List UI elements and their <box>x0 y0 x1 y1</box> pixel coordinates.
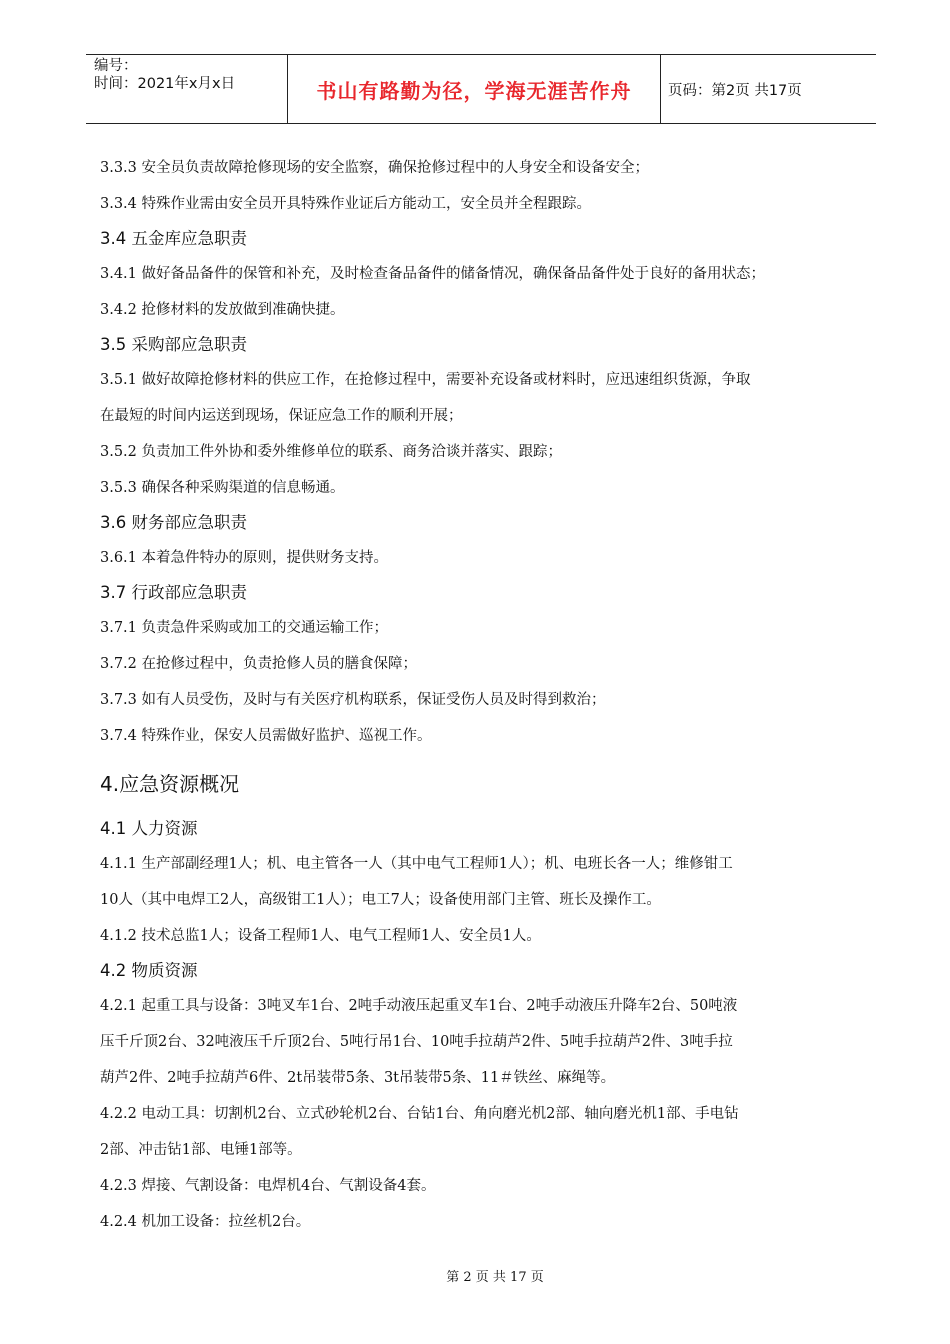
document-body <box>100 150 870 1240</box>
paragraph: 4.1.1 生产部副经理1人；机、电主管各一人（其中电气工程师1人）；机、电班长各一人；维修钳工 <box>100 856 733 872</box>
subsection-heading: 3.7 行政部应急职责 <box>100 583 247 602</box>
header-meta <box>94 57 235 93</box>
paragraph: 2部、冲击钻1部、电锤1部等。 <box>100 1142 302 1158</box>
subsection-heading: 3.6 财务部应急职责 <box>100 513 247 532</box>
paragraph: 在最短的时间内运送到现场，保证应急工作的顺利开展； <box>100 408 463 424</box>
subsection-heading: 4.2 物质资源 <box>100 961 198 980</box>
header-divider <box>660 55 661 123</box>
paragraph: 葫芦2件、2吨手拉葫芦6件、2t吊装带5条、3t吊装带5条、11＃铁丝、麻绳等。 <box>100 1070 616 1086</box>
paragraph: 4.1.2 技术总监1人；设备工程师1人、电气工程师1人、安全员1人。 <box>100 928 541 944</box>
paragraph: 4.2.3 焊接、气割设备：电焊机4台、气割设备4套。 <box>100 1178 436 1194</box>
time-label: 时间：2021年x月x日 <box>94 76 236 92</box>
section-heading: 4.应急资源概况 <box>100 772 240 796</box>
subsection-heading: 4.1 人力资源 <box>100 819 198 838</box>
paragraph: 3.6.1 本着急件特办的原则，提供财务支持。 <box>100 550 389 566</box>
paragraph: 3.5.1 做好故障抢修材料的供应工作，在抢修过程中，需要补充设备或材料时，应迅速组织货源，争取 <box>100 372 751 388</box>
paragraph: 3.7.3 如有人员受伤，及时与有关医疗机构联系，保证受伤人员及时得到救治； <box>100 692 606 708</box>
paragraph: 4.2.4 机加工设备：拉丝机2台。 <box>100 1214 311 1230</box>
paragraph: 3.7.4 特殊作业，保安人员需做好监护、巡视工作。 <box>100 728 432 744</box>
paragraph: 压千斤顶2台、32吨液压千斤顶2台、5吨行吊1台、10吨手拉葫芦2件、5吨手拉葫芦2件、3吨手拉 <box>100 1034 733 1050</box>
paragraph: 3.5.2 负责加工件外协和委外维修单位的联系、商务洽谈并落实、跟踪； <box>100 444 563 460</box>
subsection-heading: 3.4 五金库应急职责 <box>100 229 247 248</box>
paragraph: 3.3.3 安全员负责故障抢修现场的安全监察，确保抢修过程中的人身安全和设备安全； <box>100 160 650 176</box>
header-page-info: 页码：第2页 共17页 <box>668 82 802 99</box>
paragraph: 10人（其中电焊工2人，高级钳工1人）；电工7人；设备使用部门主管、班长及操作工。 <box>100 892 661 908</box>
paragraph: 3.4.1 做好备品备件的保管和补充，及时检查备品备件的储备情况，确保备品备件处于良好的备用状态； <box>100 266 765 282</box>
paragraph: 4.2.1 起重工具与设备：3吨叉车1台、2吨手动液压起重叉车1台、2吨手动液压升降车2台、50吨液 <box>100 998 738 1014</box>
paragraph: 3.7.1 负责急件采购或加工的交通运输工作； <box>100 620 389 636</box>
paragraph: 3.7.2 在抢修过程中，负责抢修人员的膳食保障； <box>100 656 418 672</box>
page-header <box>86 54 876 124</box>
header-motto: 书山有路勤为径，学海无涯苦作舟 <box>316 78 632 103</box>
paragraph: 4.2.2 电动工具：切割机2台、立式砂轮机2台、台钻1台、角向磨光机2部、轴向磨光机1部、手电钻 <box>100 1106 739 1122</box>
paragraph: 3.4.2 抢修材料的发放做到准确快捷。 <box>100 302 345 318</box>
paragraph: 3.3.4 特殊作业需由安全员开具特殊作业证后方能动工，安全员并全程跟踪。 <box>100 196 592 212</box>
paragraph: 3.5.3 确保各种采购渠道的信息畅通。 <box>100 480 345 496</box>
subsection-heading: 3.5 采购部应急职责 <box>100 335 247 354</box>
page-footer: 第 2 页 共 17 页 <box>446 1270 544 1285</box>
serial-label: 编号： <box>94 58 138 74</box>
